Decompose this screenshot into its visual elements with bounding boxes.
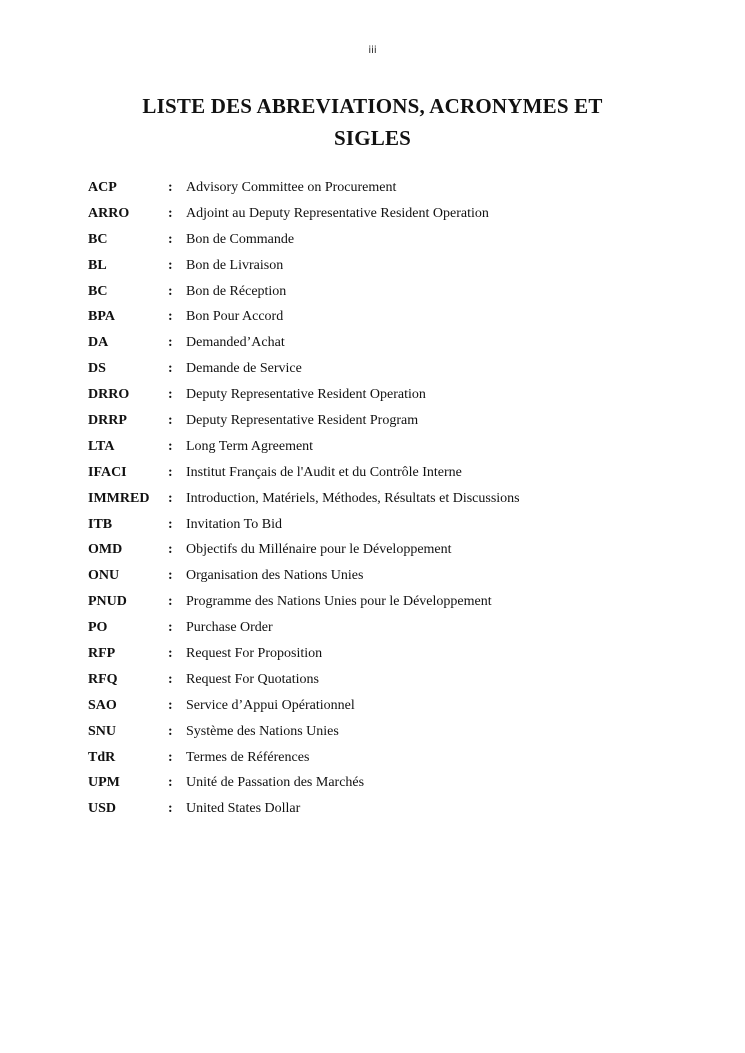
abbreviation-term: BC <box>88 283 108 299</box>
abbreviation-row <box>88 408 688 434</box>
abbreviation-definition: Adjoint au Deputy Representative Resident Operation <box>186 205 489 221</box>
abbreviation-row <box>88 615 688 641</box>
abbreviation-row <box>88 486 688 512</box>
abbreviation-definition: Purchase Order <box>186 620 273 636</box>
abbreviation-separator: : <box>168 516 173 532</box>
abbreviation-term: DRRP <box>88 412 127 428</box>
abbreviation-term: DRRO <box>88 387 130 403</box>
page-title-line-2: SIGLES <box>333 126 412 150</box>
abbreviation-row <box>88 175 688 201</box>
abbreviation-definition: Service d’Appui Opérationnel <box>186 697 355 713</box>
abbreviation-separator: : <box>168 257 173 273</box>
abbreviation-term: ACP <box>88 179 117 195</box>
abbreviation-term: PO <box>88 620 108 636</box>
abbreviation-row <box>88 719 688 745</box>
abbreviation-list <box>88 175 688 822</box>
abbreviation-definition: Organisation des Nations Unies <box>186 568 364 584</box>
abbreviation-definition: Système des Nations Unies <box>186 723 339 739</box>
abbreviation-row <box>88 693 688 719</box>
abbreviation-separator: : <box>168 335 173 351</box>
abbreviation-definition: Programme des Nations Unies pour le Développement <box>186 594 492 610</box>
abbreviation-term: RFP <box>88 645 116 661</box>
abbreviation-definition: Termes de Références <box>186 749 310 765</box>
abbreviation-definition: Bon de Réception <box>186 283 287 299</box>
abbreviation-row <box>88 279 688 305</box>
abbreviation-row <box>88 227 688 253</box>
abbreviation-separator: : <box>168 464 173 480</box>
abbreviation-term: TdR <box>88 749 116 765</box>
page-number: iii <box>368 45 377 56</box>
abbreviation-row <box>88 796 688 822</box>
abbreviation-definition: United States Dollar <box>186 801 301 817</box>
abbreviation-separator: : <box>168 205 173 221</box>
abbreviation-definition: Objectifs du Millénaire pour le Développement <box>186 542 452 558</box>
abbreviation-term: UPM <box>88 775 120 791</box>
abbreviation-row <box>88 667 688 693</box>
abbreviation-term: ARRO <box>88 205 130 221</box>
abbreviation-definition: Introduction, Matériels, Méthodes, Résultats et Discussions <box>186 490 520 506</box>
abbreviation-row <box>88 434 688 460</box>
page-title-line-1: LISTE DES ABREVIATIONS, ACRONYMES ET <box>142 94 603 118</box>
abbreviation-row <box>88 512 688 538</box>
abbreviation-row <box>88 304 688 330</box>
abbreviation-definition: Demanded’Achat <box>186 335 285 351</box>
abbreviation-term: ONU <box>88 568 120 584</box>
abbreviation-row <box>88 589 688 615</box>
abbreviation-row <box>88 745 688 771</box>
abbreviation-separator: : <box>168 620 173 636</box>
abbreviation-definition: Bon de Commande <box>186 231 295 247</box>
abbreviation-term: LTA <box>88 438 115 454</box>
abbreviation-separator: : <box>168 671 173 687</box>
abbreviation-term: BC <box>88 231 108 247</box>
abbreviation-term: IFACI <box>88 464 127 480</box>
abbreviation-separator: : <box>168 412 173 428</box>
abbreviation-definition: Demande de Service <box>186 361 302 377</box>
abbreviation-row <box>88 356 688 382</box>
abbreviation-definition: Long Term Agreement <box>186 438 314 454</box>
abbreviation-separator: : <box>168 542 173 558</box>
abbreviation-separator: : <box>168 775 173 791</box>
abbreviation-separator: : <box>168 283 173 299</box>
abbreviation-term: USD <box>88 801 117 817</box>
abbreviation-definition: Request For Quotations <box>186 671 319 687</box>
abbreviation-row <box>88 537 688 563</box>
abbreviation-definition: Invitation To Bid <box>186 516 282 532</box>
abbreviation-separator: : <box>168 568 173 584</box>
abbreviation-separator: : <box>168 697 173 713</box>
abbreviation-separator: : <box>168 490 173 506</box>
abbreviation-definition: Bon de Livraison <box>186 257 284 273</box>
abbreviation-term: RFQ <box>88 671 118 687</box>
abbreviation-separator: : <box>168 723 173 739</box>
abbreviation-definition: Unité de Passation des Marchés <box>186 775 365 791</box>
abbreviation-separator: : <box>168 231 173 247</box>
abbreviation-separator: : <box>168 387 173 403</box>
abbreviation-row <box>88 641 688 667</box>
abbreviation-separator: : <box>168 438 173 454</box>
abbreviation-definition: Deputy Representative Resident Program <box>186 412 419 428</box>
abbreviation-term: OMD <box>88 542 123 558</box>
abbreviation-row <box>88 382 688 408</box>
abbreviation-separator: : <box>168 801 173 817</box>
abbreviation-definition: Request For Proposition <box>186 645 323 661</box>
abbreviation-term: SAO <box>88 697 117 713</box>
abbreviation-row <box>88 253 688 279</box>
abbreviation-term: ITB <box>88 516 113 532</box>
abbreviation-separator: : <box>168 309 173 325</box>
abbreviation-definition: Advisory Committee on Procurement <box>186 179 397 195</box>
abbreviation-term: DS <box>88 361 106 377</box>
abbreviation-term: BPA <box>88 309 115 325</box>
abbreviation-row <box>88 563 688 589</box>
abbreviation-definition: Institut Français de l'Audit et du Contrôle Interne <box>186 464 462 480</box>
abbreviation-row <box>88 201 688 227</box>
abbreviation-separator: : <box>168 179 173 195</box>
page-title <box>60 90 685 154</box>
abbreviation-definition: Bon Pour Accord <box>186 309 284 325</box>
abbreviation-term: IMMRED <box>88 490 150 506</box>
abbreviation-row <box>88 770 688 796</box>
abbreviation-term: SNU <box>88 723 117 739</box>
abbreviation-definition: Deputy Representative Resident Operation <box>186 387 426 403</box>
abbreviation-term: PNUD <box>88 594 127 610</box>
abbreviation-separator: : <box>168 361 173 377</box>
abbreviation-separator: : <box>168 645 173 661</box>
abbreviation-separator: : <box>168 594 173 610</box>
abbreviation-row <box>88 330 688 356</box>
abbreviation-separator: : <box>168 749 173 765</box>
abbreviation-term: BL <box>88 257 107 273</box>
abbreviation-term: DA <box>88 335 109 351</box>
abbreviation-row <box>88 460 688 486</box>
